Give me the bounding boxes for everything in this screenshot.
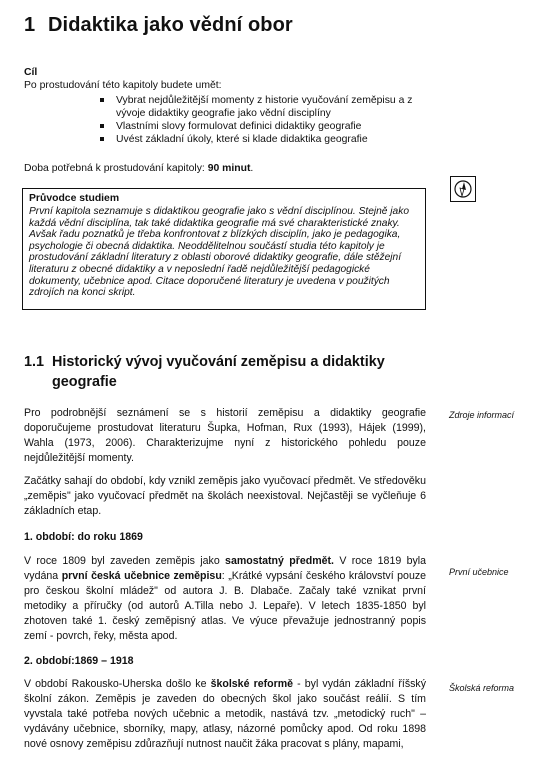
margin-note-sources: Zdroje informací: [449, 410, 515, 420]
goal-item: Vlastními slovy formulovat definici didaktiky geografie: [96, 120, 434, 133]
goal-item: Uvést základní úkoly, které si klade didaktika geografie: [96, 133, 434, 146]
period-one-heading: 1. období: do roku 1869: [24, 531, 143, 543]
compass-icon: [450, 176, 476, 202]
text-run: V období Rakousko-Uherska došlo ke: [24, 678, 211, 690]
paragraph-beginnings: Začátky sahají do období, kdy vznikl zeměpis jako vyučovací předmět. Ve středověku „zeměpis" jako vyučovací předmět na školách neexistoval. Nejčastěji se vyčleňuje 6 základních etap.: [24, 475, 426, 517]
text-run-bold: první česká učebnice zeměpisu: [61, 570, 222, 582]
period-two-heading: 2. období:1869 – 1918: [24, 655, 134, 667]
text-run: - byl vydán základní říšský školní zákon. Zeměpis je zaveden do obecných škol jako součást reálií. S tím vyvstala také potřeba nových učebnic a metodik, nastává tzv. „metodický ruch" – vydávány učebnice, sborníky, mapy, atlasy, názorné pomůcky apod. Od roku 1898 nové osnovy zeměpisu zdůrazňují nutnost naučit žáka pracovat s plány, mapami,: [24, 678, 427, 750]
goal-item: Vybrat nejdůležitější momenty z historie vyučování zeměpisu a z vývoje didaktiky geografie jako vědní disciplíny: [96, 94, 434, 120]
section-heading: [24, 352, 424, 392]
chapter-heading: [24, 14, 293, 37]
chapter-goal: [24, 66, 434, 146]
margin-note-first-textbook: První učebnice: [449, 567, 509, 577]
margin-note-school-reform: Školská reforma: [449, 683, 515, 693]
goal-list: [24, 94, 434, 146]
text-run-bold: samostatný předmět.: [225, 555, 334, 567]
duration-label: Doba potřebná k prostudování kapitoly:: [24, 163, 205, 174]
chapter-number: 1: [24, 14, 36, 36]
text-run: : „Krátké vypsání českého království pouze pro českou školní mládež" od autora J. B. Dlabače. Začaly také vznikat první metodiky a příručky (od autorů A.Tilla nebo J. Lepaře). V letech 1835-1850 byl zhotoven také 1. český zeměpisný atlas. Ve výuce převažuje jednostranný popis zemí - povrch, řeky, města apod.: [24, 570, 427, 642]
text-run-bold: školské reformě: [210, 678, 294, 690]
paragraph-period-two: [24, 677, 426, 752]
study-guide-box: [22, 188, 426, 310]
duration-value: 90 minut: [207, 163, 251, 174]
paragraph-period-one: [24, 554, 426, 644]
chapter-title: Didaktika jako vědní obor: [48, 14, 293, 36]
text-run: V roce 1809 byl zaveden zeměpis jako: [24, 555, 226, 567]
goal-intro: Po prostudování této kapitoly budete umět:: [24, 80, 222, 91]
study-guide-text: První kapitola seznamuje s didaktikou geografie jako s vědní disciplínou. Stejně jako každá vědní disciplína, tak také didaktika geografie má své charakteristické znaky. Avšak řadu poznatků je třeba konfrontovat z blízkých disciplín, jako je pedagogika, psychologie či obecná didaktika. Neoddělitelnou součástí studia této kapitoly je prostudování základní literatury z oblasti oborové didaktiky geografie, dále stěžejní literaturu z obecné didaktiky a v neposlední řadě nejdůležitější pedagogické dokumenty, učebnice apod. Citace doporučené literatury je uvedena v použitých zdrojích na konci skript.: [29, 206, 409, 299]
paragraph-sources: Pro podrobnější seznámení se s historií zeměpisu a didaktiky geografie doporučujeme prostudovat literaturu Šupka, Hofman, Rux (1993), Hájek (1999), Wahla (1973, 2006). Charakterizujme nyní z historického pohledu pouze nejdůležitější momenty.: [24, 407, 426, 464]
text-run: V roce 1819 byla vydána: [24, 555, 427, 582]
section-number: 1.1: [24, 354, 45, 370]
duration-end: .: [250, 163, 254, 174]
study-guide-title: Průvodce studiem: [29, 193, 120, 204]
study-duration: [24, 163, 253, 174]
goal-label: Cíl: [24, 67, 38, 78]
section-title: Historický vývoj vyučování zeměpisu a didaktiky geografie: [52, 354, 385, 390]
